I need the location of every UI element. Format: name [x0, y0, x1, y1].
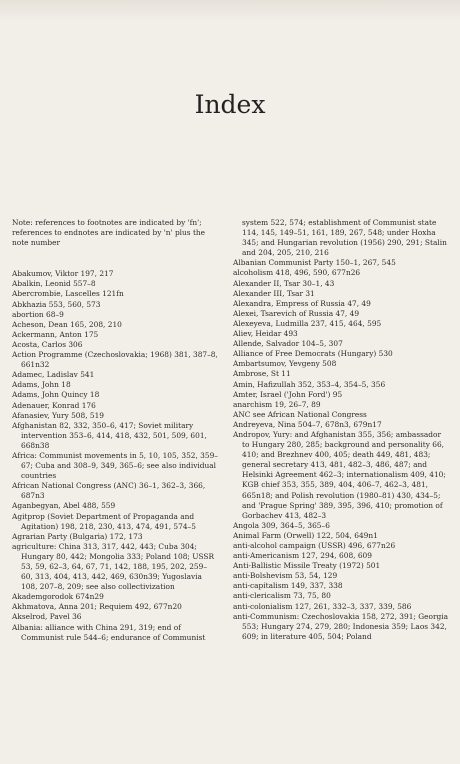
- index-entry: Abercrombie, Lascelles 121fn: [12, 289, 124, 299]
- index-entry: Akhmatova, Anna 201; Requiem 492, 677n20: [12, 602, 182, 612]
- index-entry: Adamec, Ladislav 541: [12, 370, 95, 380]
- bleed-through-header: [0, 0, 460, 22]
- index-entry: Andropov, Yury: and Afghanistan 355, 356; ambassador to Hungary 280, 285; background and personality 66, 410; and Brezhnev 400, 405; death 449, 481, 483; general secretary 413, 481, 482–3, 486, 487; and Helsinki Agreement 462–3; internationalism 409, 410; KGB chief 353, 355, 389, 404, 406–7, 462–3, 481, 665n18; and Polish revolution (1980–81) 430, 434–5; and 'Prague Spring' 389, 395, 396, 410; promotion of Gorbachev 413, 482–3: [233, 429, 446, 520]
- index-entry: Adams, John 18: [12, 380, 71, 390]
- index-entry: Alexeyeva, Ludmilla 237, 415, 464, 595: [233, 318, 382, 328]
- index-entry: Aganbegyan, Abel 488, 559: [12, 501, 116, 511]
- index-entry: Akselrod, Pavel 36: [12, 612, 82, 622]
- index-entry: anti-clericalism 73, 75, 80: [233, 591, 331, 601]
- index-entry: Afanasiev, Yury 508, 519: [12, 410, 105, 420]
- index-entry: Acosta, Carlos 306: [12, 339, 83, 349]
- index-entry: Adenauer, Konrad 176: [12, 400, 96, 410]
- index-entry: Abakumov, Viktor 197, 217: [12, 269, 114, 279]
- index-entry: anti-Americanism 127, 294, 608, 609: [233, 551, 372, 561]
- index-entry: Anti-Ballistic Missile Treaty (1972) 501: [233, 561, 381, 571]
- index-entry: Ambrose, St 11: [233, 369, 291, 379]
- index-entry: abortion 68–9: [12, 309, 64, 319]
- index-entry: Alexander II, Tsar 30–1, 43: [233, 278, 335, 288]
- index-entry: Ambartsumov, Yevgeny 508: [233, 359, 337, 369]
- index-entry: Action Programme (Czechoslovakia; 1968) 381, 387–8, 661n32: [12, 350, 218, 370]
- index-entry: Abalkin, Leonid 557–8: [12, 279, 96, 289]
- index-entry: Acheson, Dean 165, 208, 210: [12, 319, 122, 329]
- index-entry: Albania: alliance with China 291, 319; end of Communist rule 544–6; endurance of Communist: [12, 622, 206, 642]
- index-entry: anti-capitalism 149, 337, 338: [233, 581, 343, 591]
- index-entry: Agrarian Party (Bulgaria) 172, 173: [12, 531, 143, 541]
- index-entry: Alexander III, Tsar 31: [233, 288, 315, 298]
- index-entry: Amin, Hafizullah 352, 353–4, 354–5, 356: [233, 379, 386, 389]
- index-entry: Albanian Communist Party 150–1, 267, 545: [233, 258, 396, 268]
- index-entry: Alexandra, Empress of Russia 47, 49: [233, 298, 371, 308]
- index-entry: Animal Farm (Orwell) 122, 504, 649n1: [233, 530, 378, 540]
- index-entry: African National Congress (ANC) 36–1, 362–3, 366, 687n3: [12, 481, 206, 501]
- index-entry: Amter, Israel ('John Ford') 95: [233, 389, 343, 399]
- index-entry: Abkhazia 553, 560, 573: [12, 299, 101, 309]
- index-entry: Aliev, Heidar 493: [233, 329, 298, 339]
- index-entry: Adams, John Quincy 18: [12, 390, 100, 400]
- index-entry: anti-alcohol campaign (USSR) 496, 677n26: [233, 541, 396, 550]
- index-column-left: [12, 218, 218, 643]
- index-entry: agriculture: China 313, 317, 442, 443; Cuba 304; Hungary 80, 442; Mongolia 333; Poland 108; USSR 53, 59, 62–3, 64, 67, 71, 142, 188, 195, 202, 259–60, 313, 404, 413, 442, 469, 630n39; Yugoslavia 108, 207–8, 209; see also collectivization: [12, 541, 215, 592]
- index-entry: Alliance of Free Democrats (Hungary) 530: [233, 349, 393, 359]
- index-entry: ANC see African National Congress: [233, 409, 367, 419]
- index-entry: Agitprop (Soviet Department of Propaganda and Agitation) 198, 218, 230, 413, 474, 491, 574–5: [12, 511, 196, 531]
- index-entry: anti-Bolshevism 53, 54, 129: [233, 571, 338, 581]
- index-entry: Africa: Communist movements in 5, 10, 105, 352, 359–67; Cuba and 308–9, 349, 365–6; see also individual countries: [12, 450, 218, 481]
- index-entry: anarchism 19, 26–7, 89: [233, 399, 321, 409]
- index-entry: Angola 309, 364–5, 365–6: [233, 520, 330, 530]
- index-entry: Akademgorodok 674n29: [12, 592, 104, 602]
- index-entry: anti-colonialism 127, 261, 332–3, 337, 339, 586: [233, 601, 412, 611]
- index-column-right: [233, 218, 450, 642]
- index-entry: Ackermann, Anton 175: [12, 329, 99, 339]
- index-entry: Alexei, Tsarevich of Russia 47, 49: [233, 308, 360, 318]
- index-entry: Afghanistan 82, 332, 350–6, 417; Soviet military intervention 353–6, 414, 418, 432, 501, 509, 601, 668n38: [12, 420, 207, 450]
- index-entry: alcoholism 418, 496, 590, 677n26: [233, 268, 361, 278]
- left-entry-list: [12, 269, 218, 642]
- index-entry: system 522, 574; establishment of Communist state 114, 145, 149–51, 161, 189, 267, 548; under Hoxha 345; and Hungarian revolution (1956) 290, 291; Stalin and 204, 205, 210, 216: [242, 218, 447, 258]
- index-note: Note: references to footnotes are indicated by 'fn'; references to endnotes are indicated by 'n' plus the note number: [12, 218, 206, 248]
- index-entry: anti-Communism: Czechoslovakia 158, 272, 391; Georgia 553; Hungary 274, 279, 280; Indonesia 359; Laos 342, 609; in literature 405, 504; Poland: [233, 611, 449, 641]
- index-entry: Allende, Salvador 104–5, 307: [233, 339, 343, 349]
- page-title: Index: [194, 90, 266, 119]
- index-entry: Andreyeva, Nina 504–7, 678n3, 679n17: [233, 419, 382, 429]
- right-entry-list: [233, 218, 450, 642]
